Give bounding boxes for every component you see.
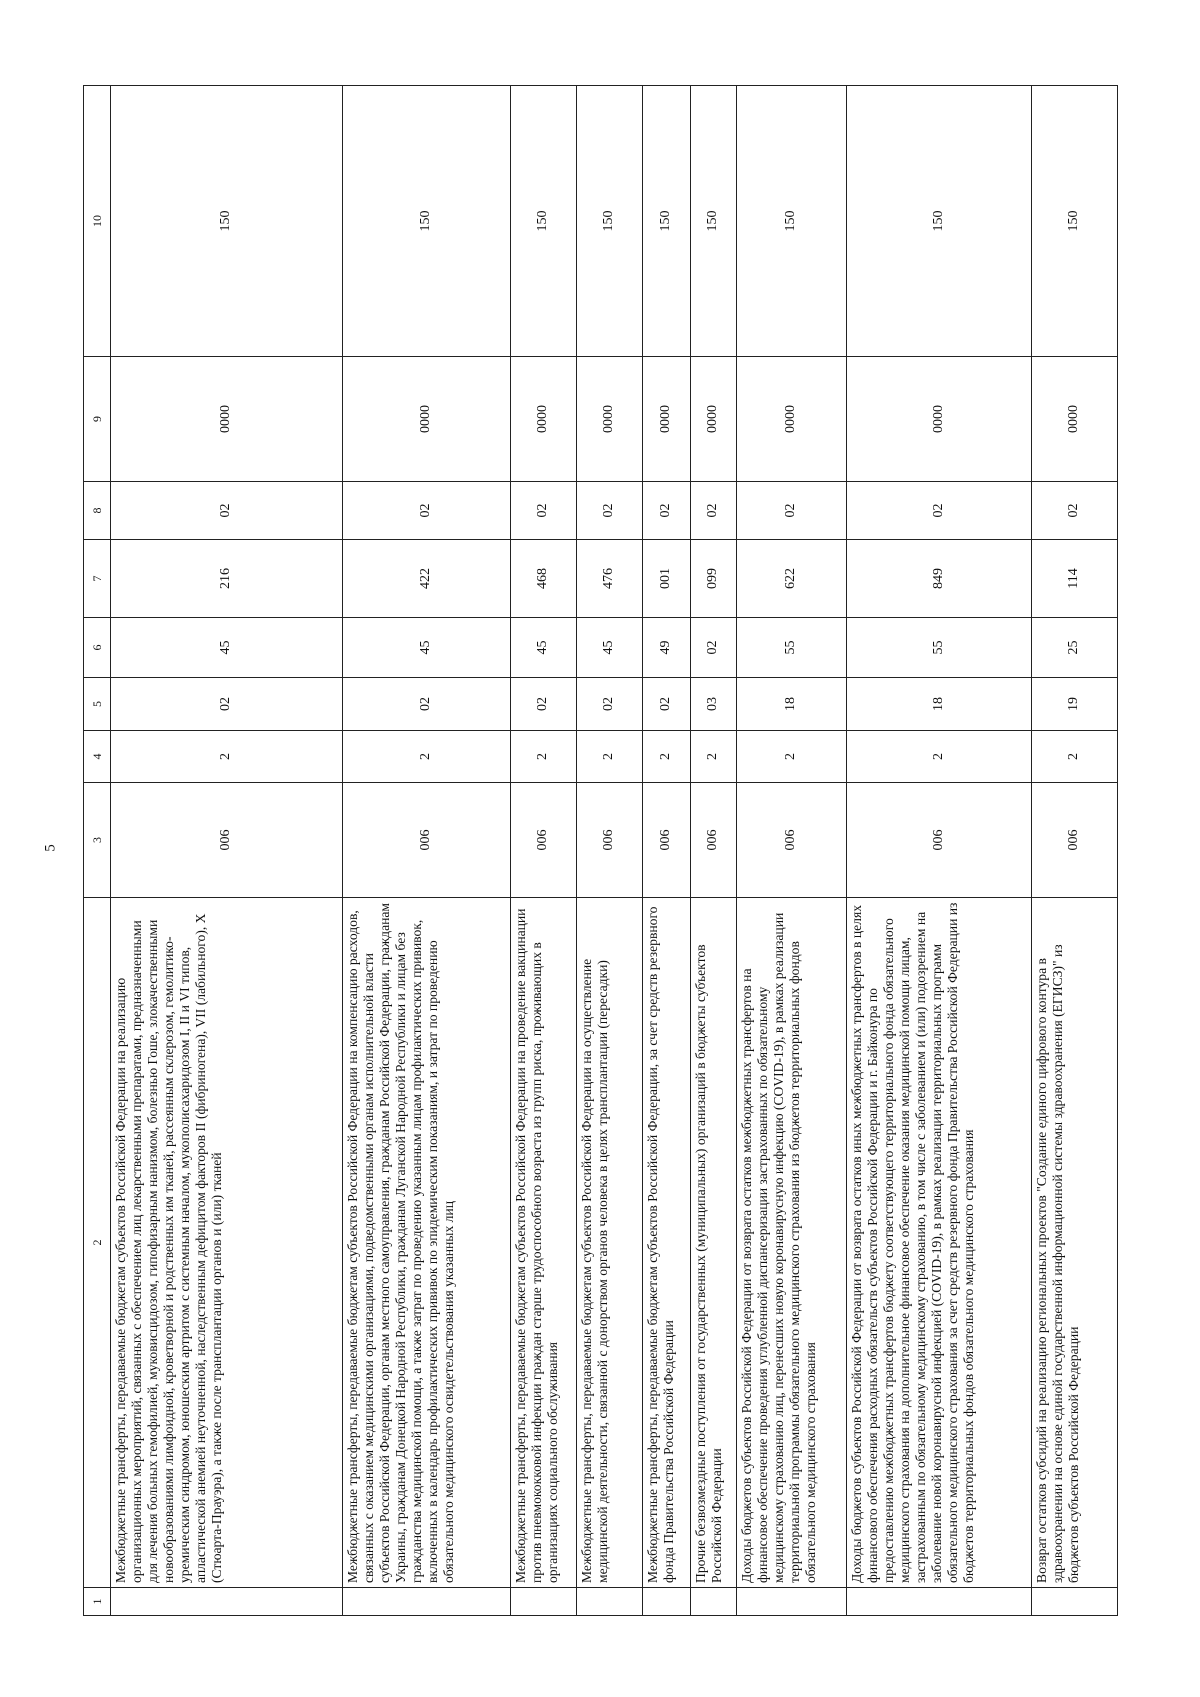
- code-cell-3: 006: [847, 783, 1032, 898]
- row-index-cell: [111, 1588, 343, 1616]
- code-cell-10: 150: [691, 86, 737, 357]
- code-cell-7: 422: [343, 540, 511, 618]
- row-index-cell: [643, 1588, 691, 1616]
- table-row: [1032, 86, 1118, 1616]
- page-number: 5: [42, 844, 59, 852]
- header-cell-7: 7: [84, 540, 111, 618]
- row-index-cell: [1032, 1588, 1118, 1616]
- code-cell-4: 2: [643, 731, 691, 783]
- table-row: [111, 86, 343, 1616]
- code-cell-9: 0000: [1032, 357, 1118, 482]
- description-cell: Возврат остатков субсидий на реализацию региональных проектов "Создание единого цифрового контура в здравоохранении на основе единой государственной информационной системы здравоохранения (ЕГИСЗ)" из бюджетов субъектов Российской Федерации: [1032, 898, 1118, 1588]
- description-cell: Межбюджетные трансферты, передаваемые бюджетам субъектов Российской Федерации на проведение вакцинации против пневмококковой инфекции граждан старше трудоспособного возраста из групп риска, проживающих в организациях социального обслуживания: [511, 898, 577, 1588]
- header-row: [84, 86, 111, 1616]
- description-cell: Межбюджетные трансферты, передаваемые бюджетам субъектов Российской Федерации на осуществление медицинской деятельности, связанной с донорством органов человека в целях трансплантации (пересадки): [577, 898, 643, 1588]
- code-cell-6: 45: [111, 618, 343, 678]
- table-row: [847, 86, 1032, 1616]
- code-cell-6: 55: [847, 618, 1032, 678]
- code-cell-7: 001: [643, 540, 691, 618]
- code-cell-8: 02: [643, 482, 691, 540]
- header-cell-2: 2: [84, 898, 111, 1588]
- code-cell-4: 2: [1032, 731, 1118, 783]
- code-cell-4: 2: [343, 731, 511, 783]
- table-row: [643, 86, 691, 1616]
- code-cell-3: 006: [343, 783, 511, 898]
- code-cell-10: 150: [111, 86, 343, 357]
- code-cell-10: 150: [577, 86, 643, 357]
- code-cell-8: 02: [577, 482, 643, 540]
- header-cell-8: 8: [84, 482, 111, 540]
- code-cell-10: 150: [643, 86, 691, 357]
- table-row: [343, 86, 511, 1616]
- header-cell-6: 6: [84, 618, 111, 678]
- rotated-page-content: [83, 86, 1113, 1616]
- description-cell: Доходы бюджетов субъектов Российской Федерации от возврата остатков межбюджетных трансфертов на финансовое обеспечение проведения углубленной диспансеризации застрахованных по обязательному медицинскому страхованию лиц, перенесших новую коронавирусную инфекцию (COVID-19), в рамках реализации территориальной программы обязательного медицинского страхования из бюджетов территориальных фондов обязательного медицинского страхования: [737, 898, 847, 1588]
- code-cell-5: 18: [737, 678, 847, 731]
- code-cell-8: 02: [1032, 482, 1118, 540]
- row-index-cell: [691, 1588, 737, 1616]
- code-cell-4: 2: [577, 731, 643, 783]
- code-cell-6: 45: [511, 618, 577, 678]
- code-cell-9: 0000: [343, 357, 511, 482]
- code-cell-9: 0000: [111, 357, 343, 482]
- code-cell-6: 02: [691, 618, 737, 678]
- code-cell-3: 006: [577, 783, 643, 898]
- row-index-cell: [577, 1588, 643, 1616]
- description-cell: Прочие безвозмездные поступления от государственных (муниципальных) организаций в бюджеты субъектов Российской Федерации: [691, 898, 737, 1588]
- code-cell-5: 19: [1032, 678, 1118, 731]
- row-index-cell: [343, 1588, 511, 1616]
- code-cell-9: 0000: [511, 357, 577, 482]
- code-cell-4: 2: [737, 731, 847, 783]
- code-cell-4: 2: [847, 731, 1032, 783]
- code-cell-5: 03: [691, 678, 737, 731]
- code-cell-8: 02: [847, 482, 1032, 540]
- code-cell-7: 476: [577, 540, 643, 618]
- code-cell-7: 468: [511, 540, 577, 618]
- table-body: [111, 86, 1118, 1616]
- code-cell-8: 02: [691, 482, 737, 540]
- code-cell-10: 150: [511, 86, 577, 357]
- row-index-cell: [847, 1588, 1032, 1616]
- code-cell-10: 150: [737, 86, 847, 357]
- header-cell-10: 10: [84, 86, 111, 357]
- row-index-cell: [511, 1588, 577, 1616]
- code-cell-3: 006: [691, 783, 737, 898]
- code-cell-9: 0000: [737, 357, 847, 482]
- code-cell-3: 006: [111, 783, 343, 898]
- code-cell-5: 02: [343, 678, 511, 731]
- header-cell-3: 3: [84, 783, 111, 898]
- code-cell-9: 0000: [643, 357, 691, 482]
- code-cell-5: 02: [577, 678, 643, 731]
- code-cell-3: 006: [737, 783, 847, 898]
- code-cell-3: 006: [643, 783, 691, 898]
- code-cell-5: 02: [111, 678, 343, 731]
- code-cell-3: 006: [1032, 783, 1118, 898]
- table-row: [577, 86, 643, 1616]
- code-cell-9: 0000: [847, 357, 1032, 482]
- code-cell-9: 0000: [691, 357, 737, 482]
- code-cell-7: 114: [1032, 540, 1118, 618]
- table-row: [511, 86, 577, 1616]
- code-cell-8: 02: [511, 482, 577, 540]
- code-cell-6: 45: [577, 618, 643, 678]
- code-cell-4: 2: [511, 731, 577, 783]
- code-cell-4: 2: [111, 731, 343, 783]
- code-cell-9: 0000: [577, 357, 643, 482]
- budget-classification-table: [83, 85, 1118, 1616]
- header-cell-5: 5: [84, 678, 111, 731]
- code-cell-6: 25: [1032, 618, 1118, 678]
- code-cell-8: 02: [737, 482, 847, 540]
- code-cell-7: 622: [737, 540, 847, 618]
- table-row: [737, 86, 847, 1616]
- description-cell: Межбюджетные трансферты, передаваемые бюджетам субъектов Российской Федерации, за счет средств резервного фонда Правительства Российской Федерации: [643, 898, 691, 1588]
- code-cell-6: 49: [643, 618, 691, 678]
- code-cell-3: 006: [511, 783, 577, 898]
- code-cell-5: 02: [643, 678, 691, 731]
- code-cell-7: 099: [691, 540, 737, 618]
- description-cell: Межбюджетные трансферты, передаваемые бюджетам субъектов Российской Федерации на реализацию организационных мероприятий, связанных с обеспечением лиц лекарственными препаратами, предназначенными для лечения больных гемофилией, муковисцидозом, гипофизарным нанизмом, болезнью Гоше, злокачественными новообразованиями лимфоидной, кроветворной и родственных им тканей, рассеянным склерозом, гемолитико-уремическим синдромом, юношеским артритом с системным началом, мукополисахаридозом I, II и VI типов, апластической анемией неуточненной, наследственным дефицитом факторов II (фибриногена), VII (лабильного), X (Стюарта-Прауэра), а также после трансплантации органов и (или) тканей: [111, 898, 343, 1588]
- header-cell-4: 4: [84, 731, 111, 783]
- code-cell-5: 18: [847, 678, 1032, 731]
- code-cell-10: 150: [847, 86, 1032, 357]
- code-cell-8: 02: [111, 482, 343, 540]
- code-cell-10: 150: [1032, 86, 1118, 357]
- row-index-cell: [737, 1588, 847, 1616]
- header-cell-9: 9: [84, 357, 111, 482]
- code-cell-7: 849: [847, 540, 1032, 618]
- code-cell-4: 2: [691, 731, 737, 783]
- code-cell-7: 216: [111, 540, 343, 618]
- table-row: [691, 86, 737, 1616]
- code-cell-8: 02: [343, 482, 511, 540]
- code-cell-6: 45: [343, 618, 511, 678]
- code-cell-6: 55: [737, 618, 847, 678]
- description-cell: Межбюджетные трансферты, передаваемые бюджетам субъектов Российской Федерации на компенсацию расходов, связанных с оказанием медицинскими организациями, подведомственными органам исполнительной власти субъектов Российской Федерации, органам местного самоуправления, гражданам Российской Федерации, гражданам Украины, гражданам Донецкой Народной Республики, гражданам Луганской Народной Республики и лицам без гражданства медицинской помощи, а также затрат по проведению указанным лицам профилактических прививок, включенных в календарь профилактических прививок по эпидемическим показаниям, и затрат по проведению обязательного медицинского освидетельствования указанных лиц: [343, 898, 511, 1588]
- description-cell: Доходы бюджетов субъектов Российской Федерации от возврата остатков иных межбюджетных трансфертов в целях финансового обеспечения расходных обязательств субъектов Российской Федерации и г. Байконура по предоставлению межбюджетных трансфертов бюджету соответствующего территориального фонда обязательного медицинского страхования на дополнительное финансовое обеспечение оказания медицинской помощи лицам, застрахованным по обязательному медицинскому страхованию, в том числе с заболеванием и (или) подозрением на заболевание новой коронавирусной инфекцией (COVID-19), в рамках реализации территориальных программ обязательного медицинского страхования за счет средств резервного фонда Правительства Российской Федерации из бюджетов территориальных фондов обязательного медицинского страхования: [847, 898, 1032, 1588]
- code-cell-5: 02: [511, 678, 577, 731]
- header-cell-1: 1: [84, 1588, 111, 1616]
- table-header: [84, 86, 111, 1616]
- code-cell-10: 150: [343, 86, 511, 357]
